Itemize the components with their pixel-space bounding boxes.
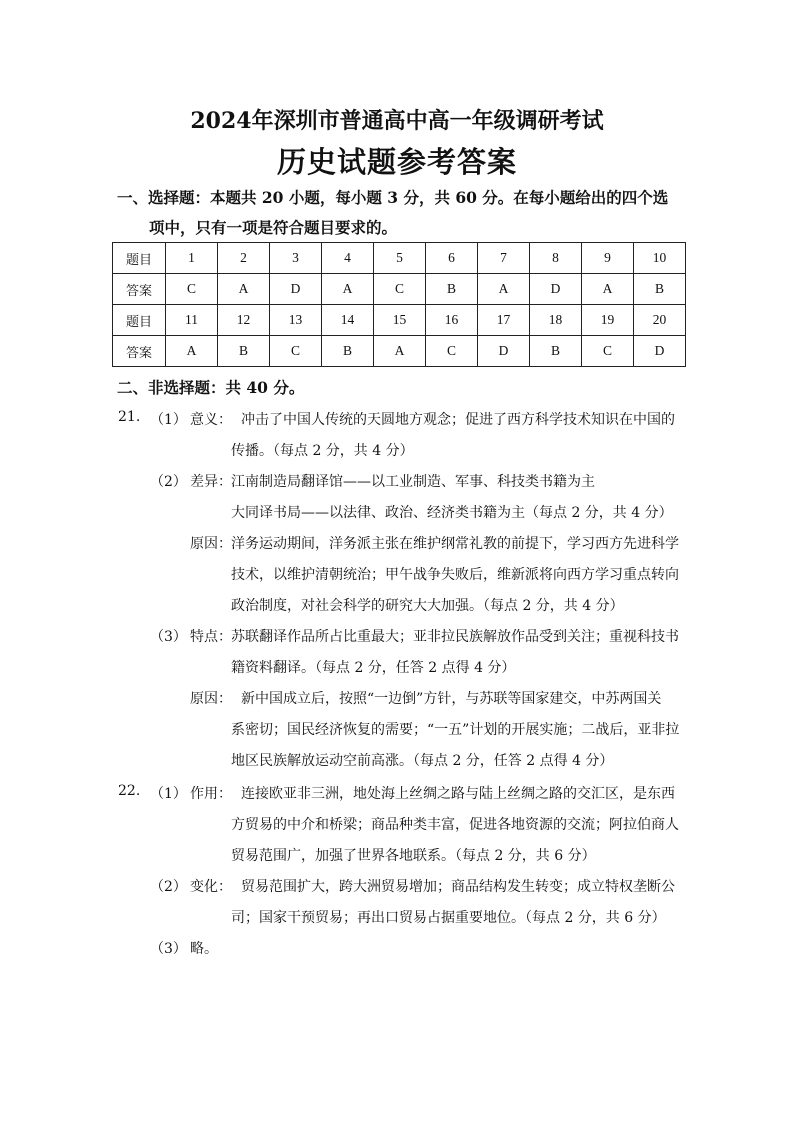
q21-part2-line5: 政治制度，对社会科学的研究大大加强。（每点 2 分，共 4 分）	[231, 598, 624, 614]
question-number: 19	[582, 305, 634, 336]
question-number: 2	[218, 243, 270, 274]
q22-part1-line3: 贸易范围广，加强了世界各地联系。（每点 2 分，共 6 分）	[231, 848, 596, 864]
document-title: 2024年深圳市普通高中高一年级调研考试	[190, 108, 604, 134]
question-number: 6	[426, 243, 478, 274]
document-subtitle: 历史试题参考答案	[276, 145, 517, 179]
row-label-question: 题目	[113, 243, 166, 274]
answer-cell: A	[478, 274, 530, 305]
question-number: 4	[322, 243, 374, 274]
question-number: 12	[218, 305, 270, 336]
q21-part3-label: 特点：	[190, 629, 232, 645]
row-label-answer: 答案	[113, 336, 166, 367]
answer-cell: D	[530, 274, 582, 305]
q22-part2-line2: 司；国家干预贸易；再出口贸易占据重要地位。（每点 2 分，共 6 分）	[231, 910, 666, 926]
answer-cell: C	[374, 274, 426, 305]
row-label-question: 题目	[113, 305, 166, 336]
q21-part2-line3: 洋务运动期间，洋务派主张在维护纲常礼教的前提下，学习西方先进科学	[231, 536, 679, 552]
q21-part2-label: 差异：	[190, 474, 232, 490]
question-number: 18	[530, 305, 582, 336]
section1-heading-line2: 项中，只有一项是符合题目要求的。	[149, 218, 398, 237]
question-number: 16	[426, 305, 478, 336]
q21-part1-line1: 冲击了中国人传统的天圆地方观念；促进了西方科学技术知识在中国的	[241, 412, 675, 428]
table-row	[113, 243, 686, 274]
question-number: 10	[634, 243, 686, 274]
q21-part3-line3: 新中国成立后，按照“一边倒”方针，与苏联等国家建交，中苏两国关	[241, 691, 662, 707]
answer-cell: D	[270, 274, 322, 305]
question-22-number: 22.	[118, 783, 141, 799]
answer-cell: B	[322, 336, 374, 367]
question-number: 9	[582, 243, 634, 274]
answer-cell: A	[218, 274, 270, 305]
answer-cell: C	[166, 274, 218, 305]
answer-cell: D	[478, 336, 530, 367]
answer-cell: C	[582, 336, 634, 367]
question-number: 13	[270, 305, 322, 336]
question-number: 1	[166, 243, 218, 274]
q21-part2-line1: 江南制造局翻译馆——以工业制造、军事、科技类书籍为主	[231, 474, 595, 490]
question-number: 7	[478, 243, 530, 274]
question-number: 14	[322, 305, 374, 336]
answer-table	[112, 242, 686, 367]
q21-part2-line4: 技术，以维护清朝统治；甲午战争失败后，维新派将向西方学习重点转向	[231, 567, 679, 583]
question-number: 15	[374, 305, 426, 336]
q21-part3-label2: 原因：	[190, 691, 232, 707]
q21-part1-line2: 传播。（每点 2 分，共 4 分）	[231, 443, 414, 459]
question-number: 11	[166, 305, 218, 336]
q21-part3-mark: （3）	[150, 629, 187, 645]
row-label-answer: 答案	[113, 274, 166, 305]
q22-part1-mark: （1）	[150, 786, 187, 802]
q21-part2-mark: （2）	[150, 474, 187, 490]
q21-part1-label: 意义：	[190, 412, 232, 428]
q21-part2-line2: 大同译书局——以法律、政治、经济类书籍为主（每点 2 分，共 4 分）	[231, 505, 673, 521]
question-number: 8	[530, 243, 582, 274]
answer-cell: A	[322, 274, 374, 305]
table-row	[113, 305, 686, 336]
q21-part3-line2: 籍资料翻译。（每点 2 分，任答 2 点得 4 分）	[231, 660, 516, 676]
question-21-number: 21.	[118, 409, 141, 425]
question-number: 17	[478, 305, 530, 336]
section1-heading-line1: 一、选择题：本题共 20 小题，每小题 3 分，共 60 分。在每小题给出的四个选	[117, 188, 669, 207]
question-number: 3	[270, 243, 322, 274]
table-row	[113, 336, 686, 367]
q22-part3-text: 略。	[190, 941, 218, 957]
q21-part2-label2: 原因：	[190, 536, 232, 552]
q22-part1-line2: 方贸易的中介和桥梁；商品种类丰富，促进各地资源的交流；阿拉伯商人	[231, 817, 679, 833]
q22-part2-label: 变化：	[190, 879, 232, 895]
answer-cell: A	[582, 274, 634, 305]
q22-part1-label: 作用：	[190, 786, 232, 802]
answer-cell: A	[166, 336, 218, 367]
answer-cell: A	[374, 336, 426, 367]
answer-cell: B	[218, 336, 270, 367]
q21-part1-mark: （1）	[150, 412, 187, 428]
answer-cell: C	[426, 336, 478, 367]
q22-part2-line1: 贸易范围扩大，跨大洲贸易增加；商品结构发生转变；成立特权垄断公	[241, 879, 675, 895]
q21-part3-line4: 系密切；国民经济恢复的需要；“一五”计划的开展实施；二战后，亚非拉	[231, 722, 680, 738]
table-row	[113, 274, 686, 305]
q22-part1-line1: 连接欧亚非三洲，地处海上丝绸之路与陆上丝绸之路的交汇区，是东西	[241, 786, 675, 802]
q22-part2-mark: （2）	[150, 879, 187, 895]
q22-part3-mark: （3）	[150, 941, 187, 957]
question-number: 20	[634, 305, 686, 336]
answer-cell: C	[270, 336, 322, 367]
q21-part3-line1: 苏联翻译作品所占比重最大；亚非拉民族解放作品受到关注；重视科技书	[231, 629, 679, 645]
question-number: 5	[374, 243, 426, 274]
answer-cell: D	[634, 336, 686, 367]
answer-cell: B	[426, 274, 478, 305]
section2-heading: 二、非选择题：共 40 分。	[117, 378, 305, 397]
q21-part3-line5: 地区民族解放运动空前高涨。（每点 2 分，任答 2 点得 4 分）	[231, 753, 614, 769]
answer-cell: B	[530, 336, 582, 367]
answer-cell: B	[634, 274, 686, 305]
